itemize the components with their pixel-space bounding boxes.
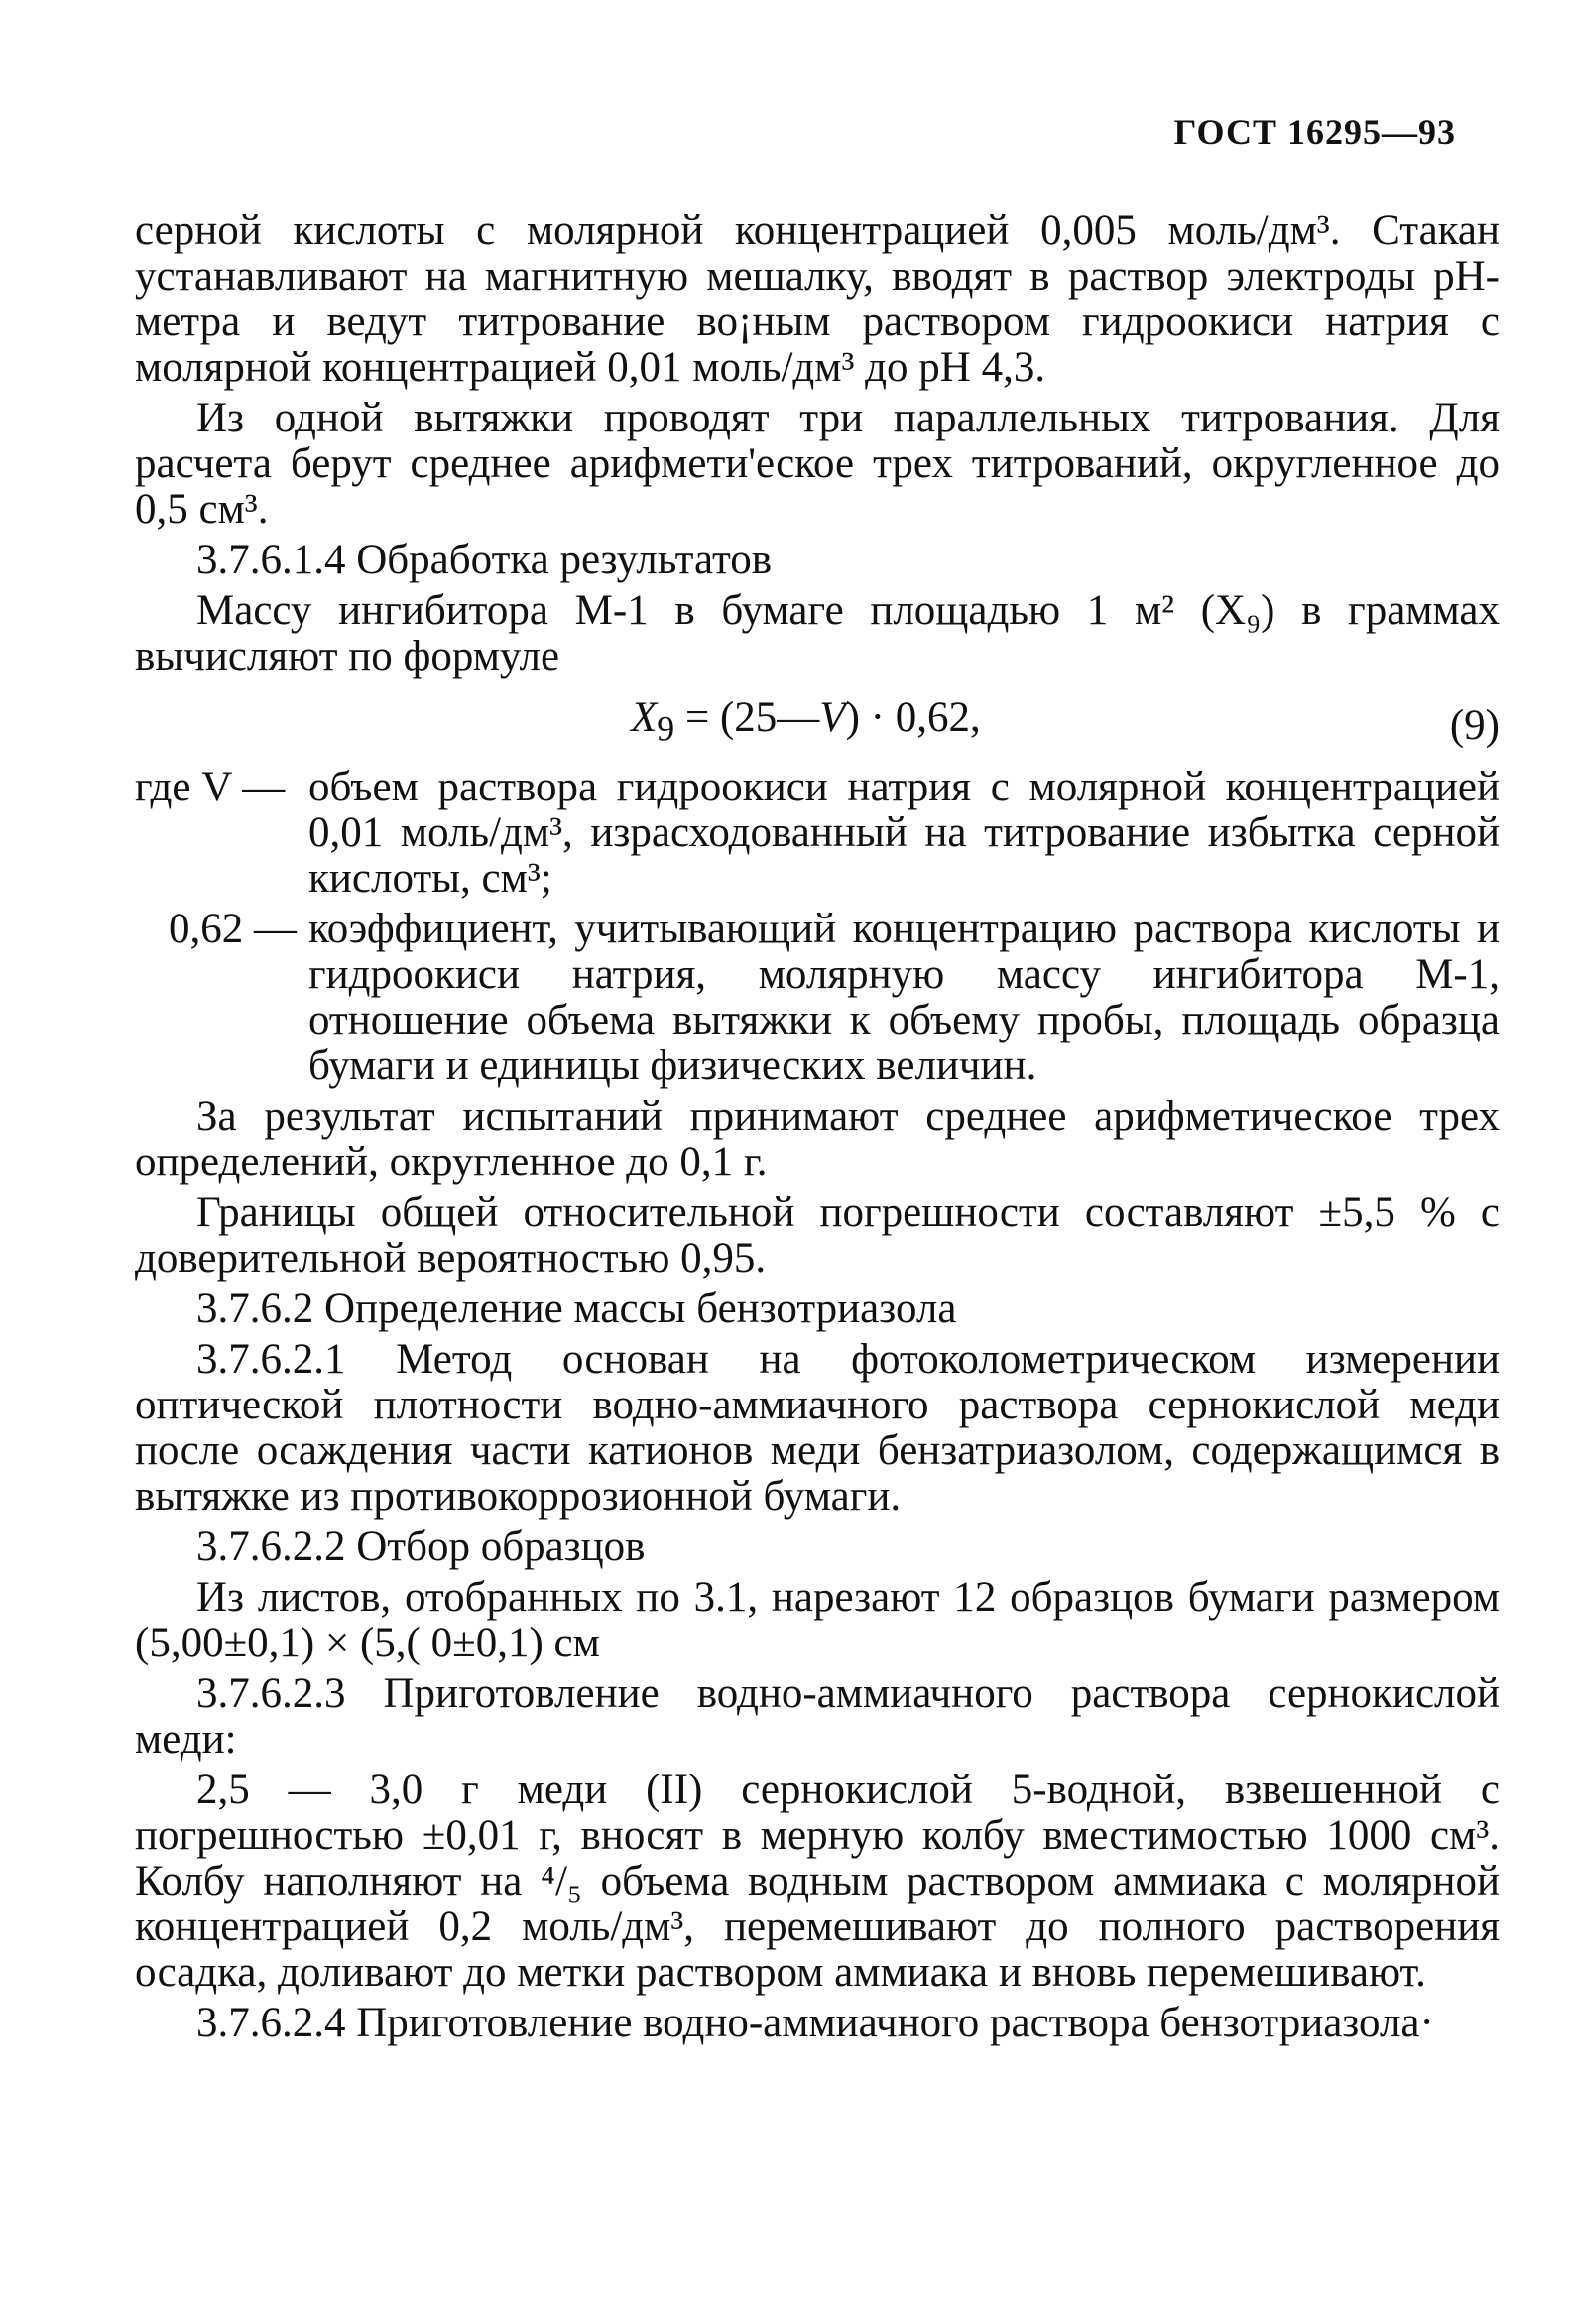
paragraph-copper-solution-procedure: 2,5 — 3,0 г меди (II) сернокислой 5-водной, взвешенной с погрешностью ±0,01 г, вносят в мерную колбу вместимостью 1000 см³. Колбу наполняют на ⁴/₅ объема водным раствором аммиака с молярной концентрацией 0,2 моль/дм³, перемешивают до полного растворения осадка, доливают до метки раствором аммиака и вновь перемешивают. bbox=[135, 1767, 1500, 1996]
paragraph-sampling: Из листов, отобранных по 3.1, нарезают 12 образцов бумаги размером (5,00±0,1) × (5,( 0±0,1) см bbox=[135, 1574, 1500, 1666]
formula-9 bbox=[135, 695, 1500, 759]
paragraph-titration-continued: серной кислоты с молярной концентрацией 0,005 моль/дм³. Стакан устанавливают на магнитную мешалку, вводят в раствор электроды рН-метра и ведут титрование во¡ным раствором гидроокиси натрия с молярной концентрацией 0,01 моль/дм³ до рН 4,3. bbox=[135, 207, 1500, 391]
document-header-id: ГОСТ 16295—93 bbox=[1173, 112, 1456, 152]
paragraph-error-limits: Границы общей относительной погрешности составляют ±5,5 % с доверительной вероятностью 0,95. bbox=[135, 1189, 1500, 1282]
section-heading-3-7-6-2: 3.7.6.2 Определение массы бензотриазола bbox=[196, 1285, 957, 1332]
paragraph-method-basis: 3.7.6.2.1 Метод основан на фотоколометрическом измерении оптической плотности водно-аммиачного раствора сернокислой меди после осаждения части катионов меди бензатриазолом, содержащимся в вытяжке из противокоррозионной бумаги. bbox=[135, 1336, 1500, 1520]
paragraph-benzotriazole-solution-heading: 3.7.6.2.4 Приготовление водно-аммиачного раствора бензотриазола· bbox=[196, 2000, 1434, 2046]
definition-text: объем раствора гидроокиси натрия с молярной концентрацией 0,01 моль/дм³, израсходованный на титрование избытка серной кислоты, см³; bbox=[308, 764, 1500, 902]
paragraph-result-definition: За результат испытаний принимают среднее арифметическое трех определений, округленное до 0,1 г. bbox=[135, 1093, 1500, 1185]
section-heading-3-7-6-1-4: 3.7.6.1.4 Обработка результатов bbox=[196, 537, 772, 583]
section-heading-3-7-6-2-2: 3.7.6.2.2 Отбор образцов bbox=[196, 1524, 646, 1570]
document-body bbox=[135, 208, 1500, 2051]
definition-text: коэффициент, учитывающий концентрацию раствора кислоты и гидроокиси натрия, молярную массу ингибитора М-1, отношение объема вытяжки к объему пробы, площадь образца бумаги и единицы физических величин. bbox=[308, 906, 1500, 1089]
formula-number: (9) bbox=[1449, 702, 1500, 749]
definition-term: где V — bbox=[135, 764, 286, 810]
paragraph-parallel-titrations: Из одной вытяжки проводят три параллельных титрования. Для расчета берут среднее арифмети'еское трех титрований, округленное до 0,5 см³. bbox=[135, 395, 1500, 533]
formula-definitions bbox=[135, 765, 1500, 1089]
definition-item bbox=[135, 907, 1500, 1089]
formula-expression: $X_9$ = (25—V) · 0,62, bbox=[631, 694, 981, 749]
paragraph-copper-solution-heading: 3.7.6.2.3 Приготовление водно-аммиачного раствора сернокислой меди: bbox=[135, 1670, 1500, 1763]
paragraph-mass-inhibitor: Массу ингибитора М-1 в бумаге площадью 1 м² (X₉) в граммах вычисляют по формуле bbox=[135, 587, 1500, 679]
definition-term: 0,62 — bbox=[169, 906, 297, 952]
definition-item bbox=[135, 765, 1500, 902]
